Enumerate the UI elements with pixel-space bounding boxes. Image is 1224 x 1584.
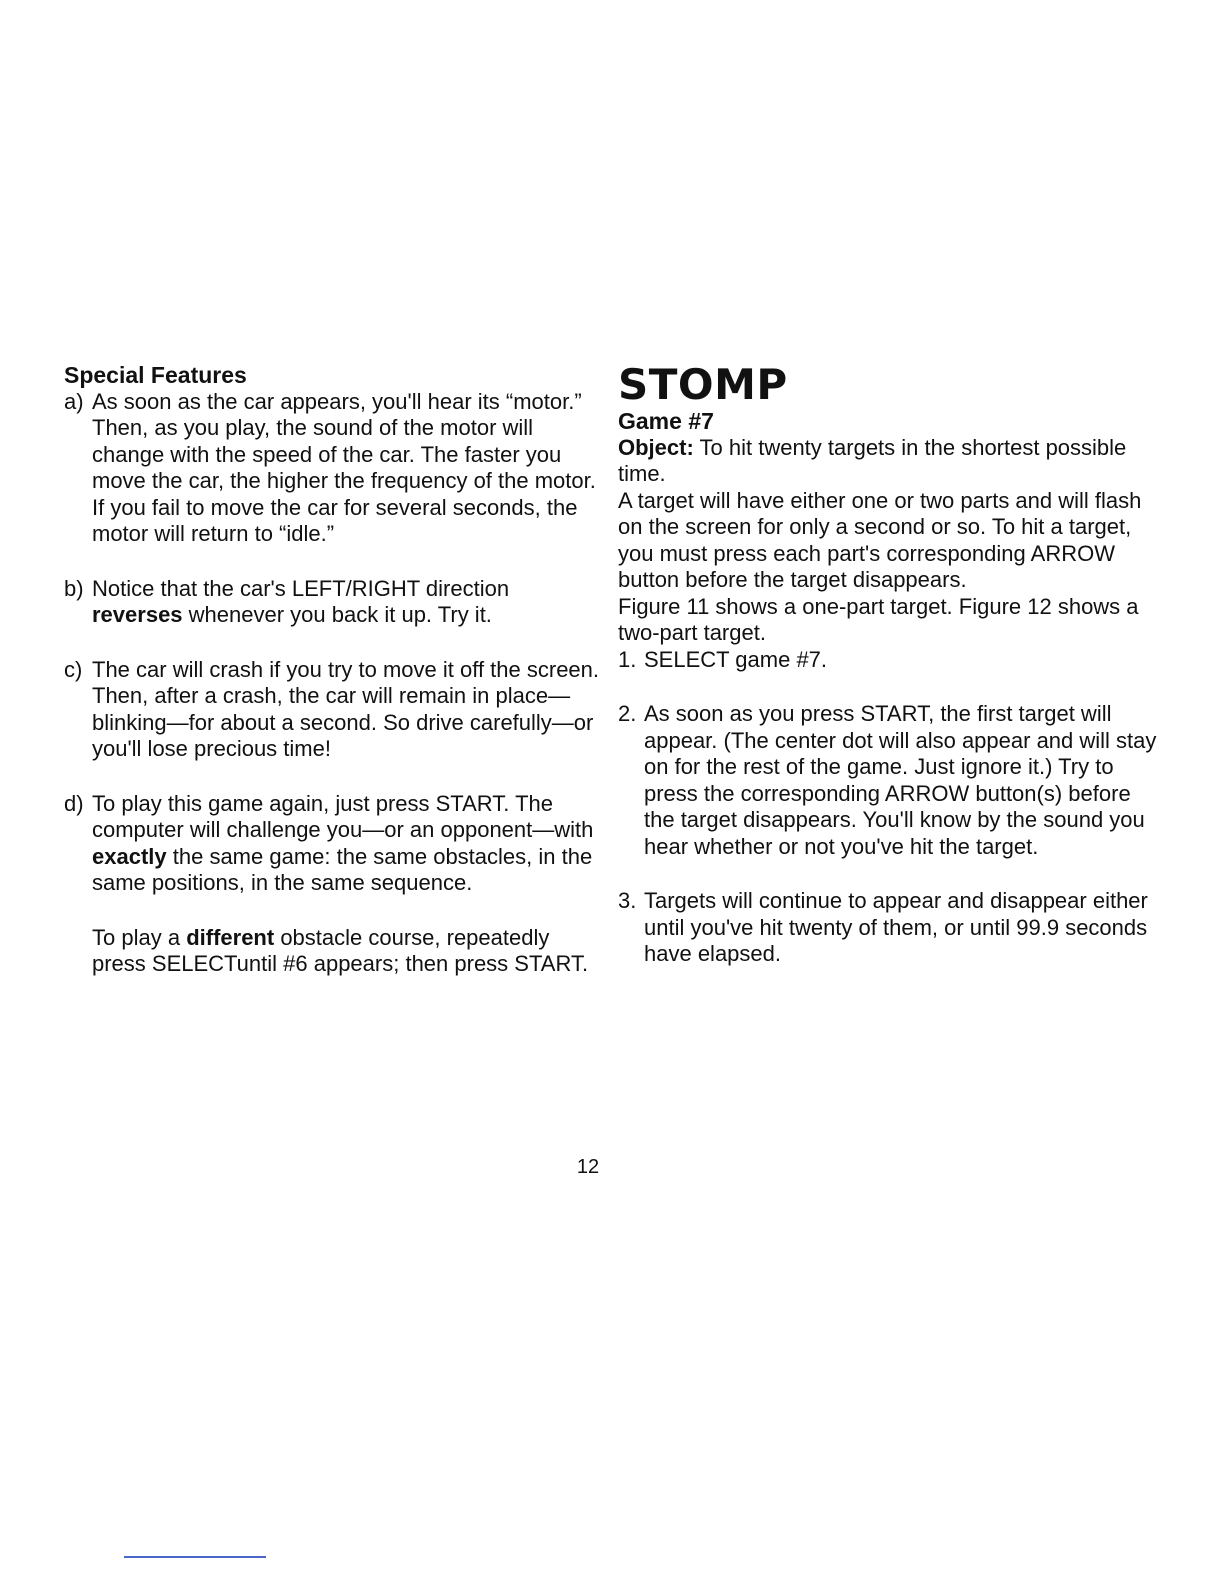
- text-run: To play a: [92, 924, 181, 950]
- item-label: b): [64, 575, 84, 601]
- step-text: Targets will continue to appear and disappear either until you've hit twenty of them, or until 99.9 seconds have elapsed.: [644, 888, 1148, 966]
- text-run: obstacle course, repeatedly press SELECTuntil #6 appears; then press START.: [92, 924, 589, 976]
- text-run: whenever you back it up. Try it.: [188, 602, 492, 627]
- step-item: [618, 647, 1158, 674]
- paragraph: [92, 925, 604, 978]
- step-text: As soon as you press START, the first target will appear. (The center dot will also appear and will stay on for the rest of the game. Just ignore it.) Try to press the corresponding ARROW button(s) before the target disappears. You'll know by the sound you hear whether or not you've hit the target.: [644, 701, 1157, 859]
- left-column: [64, 362, 604, 1006]
- right-column: [618, 362, 1158, 996]
- step-number: 1.: [618, 646, 637, 672]
- feature-item-d: [64, 791, 604, 978]
- step-text: SELECT game #7.: [644, 646, 828, 672]
- text-run: To play this game again, just press START. The computer will challenge you—or an opponent—with: [92, 790, 594, 842]
- game-title: STOMP: [618, 360, 788, 409]
- step-number: 2.: [618, 701, 637, 726]
- feature-item-c: [64, 657, 604, 763]
- object-text: To hit twenty targets in the shortest possible time.: [618, 434, 1127, 486]
- object-label: Object:: [618, 434, 694, 460]
- emphasis-text: different: [186, 924, 275, 950]
- feature-item-b: [64, 576, 604, 629]
- item-text: [92, 576, 604, 629]
- paragraph: [92, 791, 604, 897]
- step-item: [618, 701, 1158, 860]
- emphasis-text: reverses: [92, 602, 183, 627]
- item-text: The car will crash if you try to move it off the screen. Then, after a crash, the car will remain in place—blinking—for about a second. So drive carefully—or you'll lose precious time!: [92, 656, 600, 761]
- footer-rule: [124, 1556, 266, 1558]
- item-text: As soon as the car appears, you'll hear its “motor.” Then, as you play, the sound of the motor will change with the speed of the car. The faster you move the car, the higher the frequency of the motor. If you fail to move the car for several seconds, the motor will return to “idle.”: [92, 388, 596, 546]
- target-description: A target will have either one or two parts and will flash on the screen for only a second or so. To hit a target, you must press each part's corresponding ARROW button before the target disappears.: [618, 487, 1142, 592]
- page-number: 12: [576, 1156, 600, 1178]
- item-label: a): [64, 388, 84, 414]
- text-run: the same game: the same obstacles, in the same positions, in the same sequence.: [92, 843, 593, 895]
- item-label: c): [64, 656, 83, 682]
- game-number: Game #7: [618, 408, 714, 434]
- feature-item-a: [64, 389, 604, 548]
- emphasis-text: exactly: [92, 843, 167, 869]
- object-paragraph: [618, 435, 1158, 488]
- item-label: d): [64, 790, 84, 816]
- step-number: 3.: [618, 888, 637, 913]
- step-item: [618, 888, 1158, 968]
- text-run: Notice that the car's LEFT/RIGHT direction: [92, 575, 510, 601]
- special-features-heading: Special Features: [64, 362, 247, 388]
- item-text: [92, 791, 604, 978]
- figure-reference: Figure 11 shows a one-part target. Figure 12 shows a two-part target.: [618, 593, 1139, 645]
